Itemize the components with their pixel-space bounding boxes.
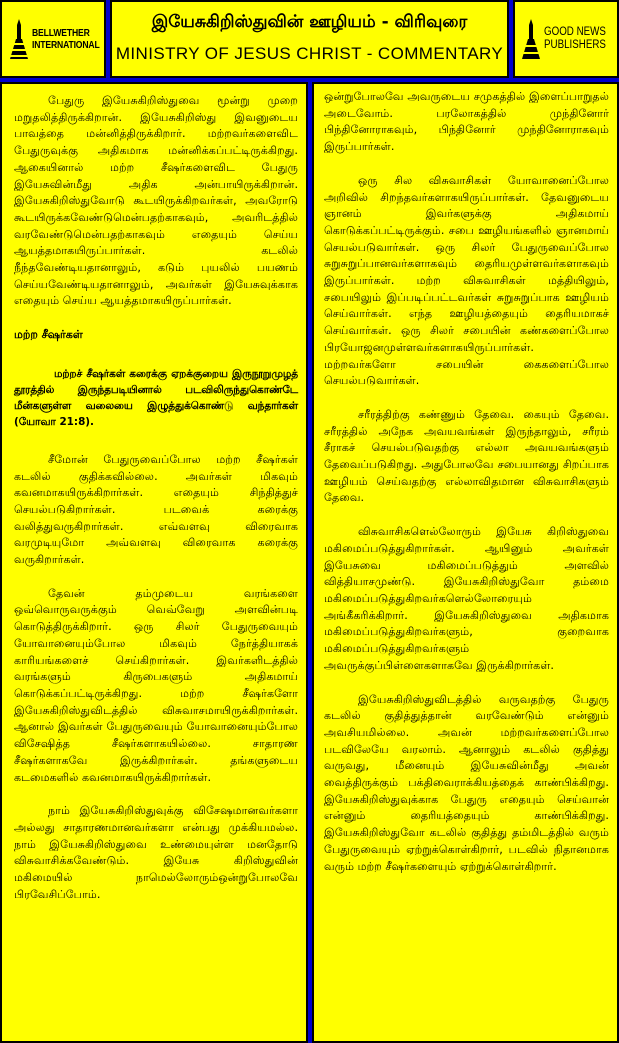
left-column xyxy=(0,82,308,1043)
logo-line-2: PUBLISHERS xyxy=(544,39,606,51)
paragraph: சரீரத்திற்கு கண்ணும் தேவை. கையும் தேவை. சரீரத்தில் அநேக அவயவங்கள் இருந்தாலும், சரீரம் சீராகச் செயல்படுவதற்கு எல்லா அவயவங்களும் தேவைப்படுகிறது. அதுபோலவே சபையானது சிறப்பாக ஊழியம் செய்வதற்கு எல்லாவிதமான விசுவாசிகளும் தேவை. xyxy=(324,407,609,505)
header-title-box xyxy=(110,0,509,78)
paragraph: சீமோன் பேதுருவைப்போல மற்ற சீஷர்கள் கடலில் குதிக்கவில்லை. அவர்கள் மிகவும் கவனமாகயிருக்கிறார்கள். எதையும் சிந்தித்துச் செயல்படுகிறார்கள். படவைக் கரைக்கு வலித்துவருகிறார்கள். எவ்வளவு விரைவாக வரமுடியுமோ அவ்வளவு விரைவாக கரைக்கு வருகிறார்கள். xyxy=(14,452,298,567)
logo-line-1: GOOD NEWS xyxy=(544,26,606,38)
title-english: MINISTRY OF JESUS CHRIST - COMMENTARY xyxy=(115,44,504,63)
right-column xyxy=(312,82,619,1043)
paragraph: இயேசுகிறிஸ்துவிடத்தில் வருவதற்கு பேதுரு கடலில் குதித்துத்தான் வரவேண்டும் என்னும் அவசியமில்லை. அவன் மற்றவர்களைப்போல படவிலேயே வரலாம். ஆனாலும் கடலில் குதித்து வருவது, மீனையும் இயேசுவின்மீது அவன் வைத்திருக்கும் பக்திவைராக்கியத்தைக் காண்பிக்கிறது. இயேசுகிறிஸ்துவுக்காக பேதுரு எதையும் செய்வான் என்னும் தைரியத்தையும் காண்பிக்கிறது. இயேசுகிறிஸ்துவோ கடலில் குதித்து தம்மிடத்தில் வரும் பேதுருவையும் ஏற்றுக்கொள்கிறார், படவில் நிதானமாக வரும் மற்ற சீஷர்களையும் ஏற்றுக்கொள்கிறார். xyxy=(324,692,609,873)
section-heading: மற்ற சீஷர்கள் xyxy=(14,328,83,342)
mountain-tower-icon xyxy=(8,19,30,59)
paragraph: விசுவாசிகளெல்லோரும் இயேசு கிறிஸ்துவை மகிமைப்படுத்துகிறார்கள். ஆயினும் அவர்கள் இயேசுவை மகிமைப்படுத்தும் அளவில் வித்தியாசமுண்டு. இயேசுகிறிஸ்துவோ தம்மை மகிமைப்படுத்துகிறவர்களெல்லோரையும் அங்கீகரிக்கிறார். இயேசுகிறிஸ்துவை அதிகமாக மகிமைப்படுத்துகிறவர்களும், குறைவாக மகிமைப்படுத்துகிறவர்களும் அவருக்குப்பிள்ளைகளாகவே இருக்கிறார்கள். xyxy=(324,525,609,672)
paragraph: தேவன் தம்முடைய வரங்களை ஒவ்வொருவருக்கும் வெவ்வேறு அளவின்படி கொடுத்திருக்கிறார். ஒரு சிலர் பேதுருவையும் யோவானையும்போல மிகவும் நேர்த்தியாகக் காரியங்களைச் செய்கிறார்கள். இவர்களிடத்தில் வரங்களும் கிருபைகளும் அதிகமாய் கொடுக்கப்பட்டிருக்கிறது. மற்ற சீஷர்களோ இயேசுகிறிஸ்துவிடத்தில் விசுவாசமாயிருக்கிறார்கள். ஆனால் இவர்கள் பேதுருவையும் யோவானையும்போல விசேஷித்த சீஷர்களாகயில்லை. சாதாரண சீஷர்களாகவே இருக்கிறார்கள். தங்களுடைய கடமைகளில் கவனமாகயிருக்கிறார்கள். xyxy=(14,586,298,784)
logo-line-1: BELLWETHER xyxy=(32,27,90,39)
title-tamil: இயேசுகிறிஸ்துவின் ஊழியம் - விரிவுரை xyxy=(151,12,468,32)
bellwether-logo xyxy=(0,0,106,78)
paragraph: பேதுரு இயேசுகிறிஸ்துவை மூன்று முறை மறுதலித்திருக்கிறான். இயேசுகிறிஸ்து இவனுடைய பாவத்தை மன்னித்திருக்கிறார். மற்றவர்களைவிட பேதுருவுக்கு அதிகமாக மன்னிக்கப்பட்டிருக்கிறது. ஆகையினால் மற்ற சீஷர்களைவிட பேதுரு இயேசுவின்மீது அதிக அன்பாயிருக்கிறான். இயேசுகிறிஸ்துவோடு கூடயிருக்கிறவர்கள், அவரோடு கூடயிருக்கவேண்டுமென்பதற்காகவும், அவரிடத்தில் வரவேண்டுமென்பதற்காகவும் எதையும் செய்ய ஆயத்தமாகயிருப்பார்கள். கடலில் நீந்தவேண்டியதானாலும், கடும் புயலில் பயணம் செய்யவேண்டியதானாலும், அவர்கள் இயேசுவுக்காக எதையும் செய்ய ஆயத்தமாகயிருப்பார்கள். xyxy=(14,94,298,308)
paragraph: நாம் இயேசுகிறிஸ்துவுக்கு விசேஷமானவர்களா அல்லது சாதாரணமானவர்களா என்பது முக்கியமல்ல. நாம் இயேசுகிறிஸ்துவை உண்மையுள்ள மனதோடு விசுவாசிக்கவேண்டும். இயேசு கிறிஸ்துவின் மகிமையில் நாமெல்லோரும்ஒன்றுபோலவே பிரவேசிப்போம். xyxy=(14,804,298,901)
logo-line-2: INTERNATIONAL xyxy=(32,39,100,51)
paragraph: ஒன்றுபோலவே அவருடைய சமுகத்தில் இளைப்பாறுதல் அடைவோம். பரலோகத்தில் முந்தினோர் பிந்தினோராகவும், பிந்தினோர் முந்தினோராகவும் இருப்பார்கள். xyxy=(324,90,609,154)
paragraph: ஒரு சில விசுவாசிகள் யோவானைப்போல அறிவில் சிறந்தவர்களாகயிருப்பார்கள். தேவனுடைய ஞானம் இவர்களுக்கு அதிகமாய் கொடுக்கப்பட்டிருக்கும். சபை ஊழியங்களில் ஞானமாய் செயல்படுவார்கள். ஒரு சிலர் பேதுருவைப்போல சுறுசுறுப்பானவர்களாகவும் தைரியமுள்ளவர்களாகவும் இருப்பார்கள். மற்ற விசுவாசிகள் மத்தியிலும், சபையிலும் இப்படிப்பட்டவர்கள் சுறுசுறுப்பாக ஊழியம் செய்வார்கள். எந்த ஊழியத்தையும் தைரியமாகச் செய்வார்கள். ஒரு சிலர் சபையின் கண்களைப்போல பிரயோஜனமுள்ளவர்களாகயிருப்பார்கள். மற்றவர்களோ சபையின் கைகளைப்போல செயல்படுவார்கள். xyxy=(324,173,609,388)
scripture-quote: மற்றச் சீஷர்கள் கரைக்கு ஏறக்குறைய இருநூறுமுழத் தூரத்தில் இருந்தபடியினால் படவிலிருந்துகொண்டே மீன்களுள்ள வலையை இழுத்துக்கொண்டு வந்தார்கள் (யோவா 21:8). xyxy=(14,367,298,428)
good-news-logo xyxy=(513,0,619,78)
mountain-tower-icon xyxy=(521,19,541,59)
